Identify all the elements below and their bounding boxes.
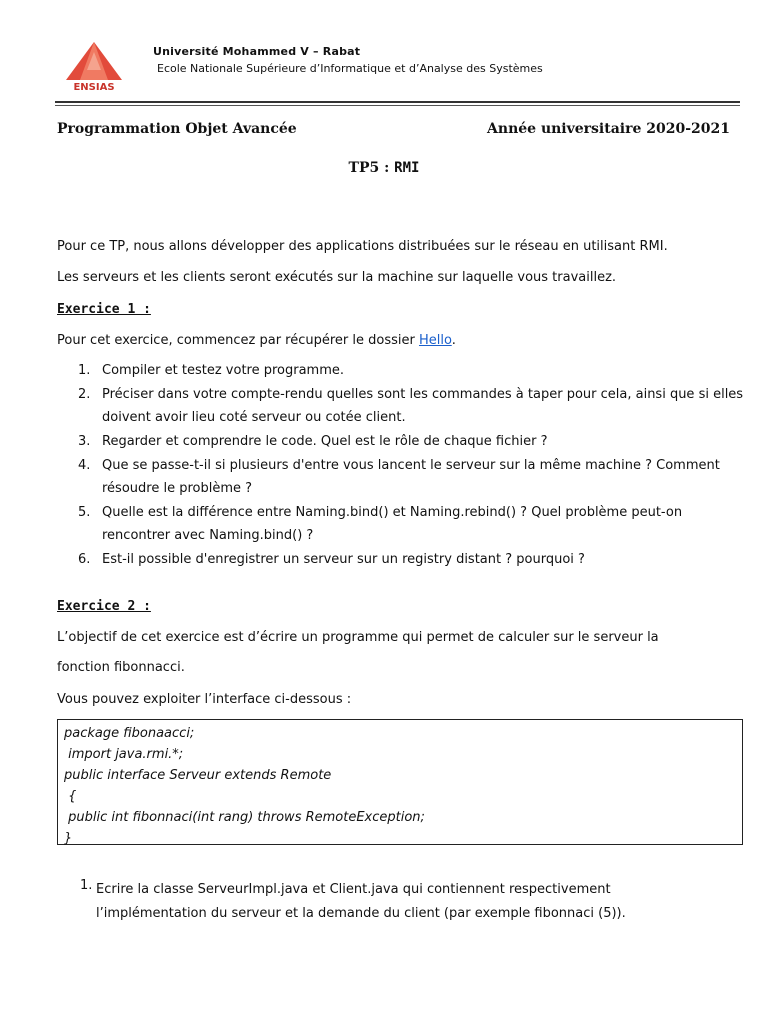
list-item-number: 6. [78, 552, 91, 567]
page-title: TP5 : RMI [348, 160, 420, 176]
academic-year: Année universitaire 2020-2021 [487, 121, 730, 137]
list-item: Quelle est la différence entre Naming.bind() et Naming.rebind() ? Quel problème peut-on rencontrer avec Naming.bind() ? [102, 505, 683, 543]
code-line: public int fibonnaci(int rang) throws RemoteException; [64, 810, 425, 825]
university-name: Université Mohammed V – Rabat [153, 45, 361, 58]
list-item-number: 1. [78, 363, 91, 378]
list-item-number: 5. [78, 505, 91, 520]
code-line: { [64, 789, 77, 804]
exercise-1-title: Exercice 1 : [57, 302, 151, 317]
exercise-1-intro: Pour cet exercice, commencez par récupérer le dossier Hello. [57, 333, 456, 348]
code-line: public interface Serveur extends Remote [64, 768, 332, 783]
intro-line-1: Pour ce TP, nous allons développer des applications distribuées sur le réseau en utilisant RMI. [57, 239, 668, 254]
header-divider [55, 101, 740, 103]
ensias-logo [60, 40, 128, 92]
list-item: Que se passe-t-il si plusieurs d'entre vous lancent le serveur sur la même machine ? Comment résoudre le problème ? [102, 458, 720, 496]
school-name: Ecole Nationale Supérieure d’Informatique et d’Analyse des Systèmes [157, 62, 543, 75]
svg-text:ENSIAS: ENSIAS [73, 82, 115, 92]
code-line: package fibonaacci; [64, 726, 195, 741]
exercise-2-para-line-2: fonction fibonnacci. [57, 660, 185, 675]
list-item: Préciser dans votre compte-rendu quelles sont les commandes à taper pour cela, ainsi que si elles doivent avoir lieu coté serveur ou cotée client. [102, 387, 744, 425]
list-item-number: 4. [78, 458, 91, 473]
exercise-2-para-line-1: L’objectif de cet exercice est d’écrire un programme qui permet de calculer sur le serveur la [57, 630, 659, 645]
list-item: Compiler et testez votre programme. [102, 363, 345, 378]
hello-link[interactable]: Hello [418, 333, 452, 348]
question-text: Ecrire la classe ServeurImpl.java et Client.java qui contiennent respectivement l’implémentation du serveur et la demande du client (par exemple fibonnaci (5)). [96, 882, 626, 921]
intro-line-2: Les serveurs et les clients seront exécutés sur la machine sur laquelle vous travaillez. [57, 270, 617, 285]
code-line: } [64, 831, 73, 846]
list-item: Est-il possible d'enregistrer un serveur sur un registry distant ? pourquoi ? [102, 552, 585, 567]
list-item: Regarder et comprendre le code. Quel est le rôle de chaque fichier ? [102, 434, 548, 449]
list-item-number: 3. [78, 434, 91, 449]
exercise-2-title: Exercice 2 : [57, 599, 151, 614]
header-divider-thin [55, 105, 740, 106]
list-item-number: 2. [78, 387, 91, 402]
code-line: import java.rmi.*; [64, 747, 184, 762]
course-title: Programmation Objet Avancée [57, 121, 297, 137]
code-block [57, 719, 743, 845]
exercise-2-para-2: Vous pouvez exploiter l’interface ci-dessous : [57, 692, 352, 707]
question-number: 1. [80, 878, 93, 893]
